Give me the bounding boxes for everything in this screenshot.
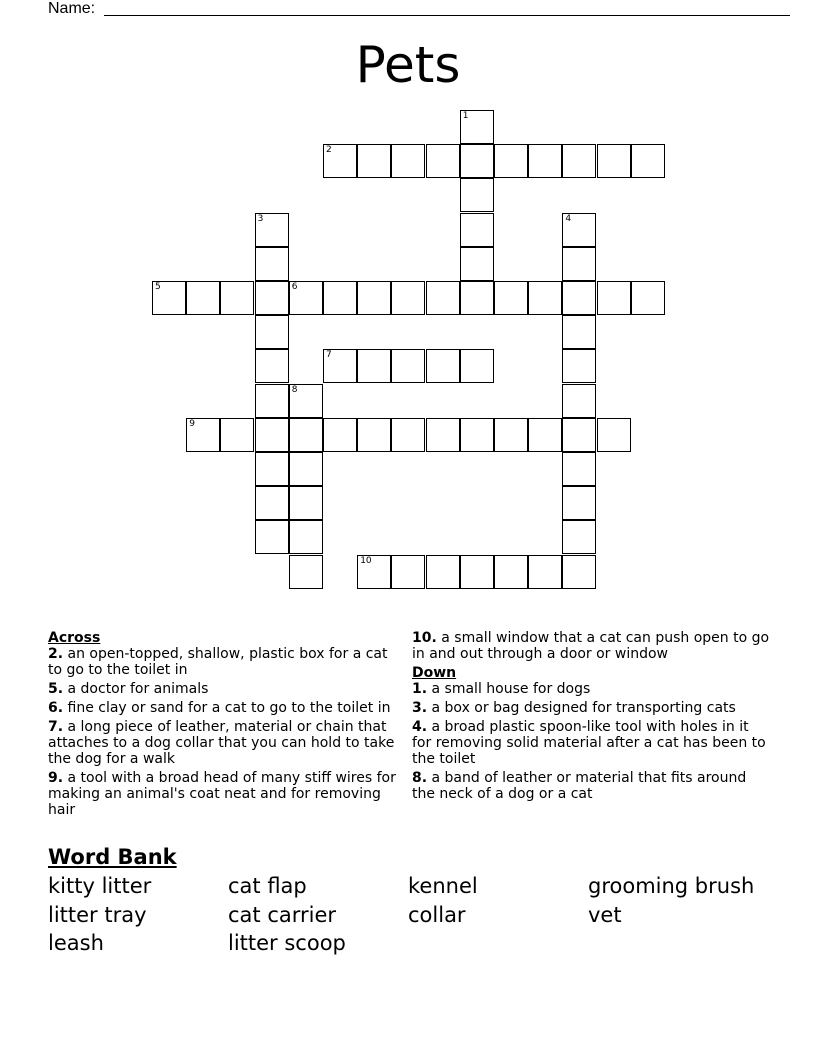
crossword-cell[interactable]	[494, 418, 528, 452]
word-bank-item: cat carrier	[228, 903, 337, 927]
word-bank-item: kitty litter	[48, 874, 152, 898]
crossword-cell[interactable]	[426, 555, 460, 589]
crossword-cell[interactable]	[391, 144, 425, 178]
crossword-cell[interactable]	[631, 144, 665, 178]
word-bank-item: vet	[588, 903, 622, 927]
crossword-cell[interactable]	[289, 520, 323, 554]
clue-number: 2	[326, 145, 332, 156]
crossword-cell[interactable]	[494, 281, 528, 315]
crossword-cell[interactable]	[460, 247, 494, 281]
crossword-cell[interactable]	[323, 349, 357, 383]
clue-number: 3	[257, 213, 264, 224]
clue-number: 1	[462, 111, 469, 121]
crossword-cell[interactable]	[528, 144, 562, 178]
crossword-cell[interactable]	[494, 555, 528, 589]
clue-number-label: 8.	[412, 770, 428, 786]
crossword-cell[interactable]	[255, 486, 289, 520]
clue-text: a long piece of leather, material or chain that attaches to a dog collar that you can hold to take the dog for a walk	[48, 719, 395, 767]
clue-number-label: 1.	[412, 681, 428, 697]
across-heading: Across	[48, 630, 101, 646]
crossword-cell[interactable]	[631, 281, 665, 315]
crossword-cell[interactable]	[460, 178, 494, 212]
word-bank-item: grooming brush	[588, 874, 755, 898]
crossword-cell[interactable]	[357, 555, 391, 589]
crossword-cell[interactable]	[255, 281, 289, 315]
crossword-cell[interactable]	[255, 213, 289, 247]
clue-number: 7	[326, 350, 332, 361]
crossword-cell[interactable]	[255, 384, 289, 418]
clue-item	[412, 770, 772, 802]
crossword-cell[interactable]	[460, 349, 494, 383]
crossword-cell[interactable]	[460, 281, 494, 315]
clue-number-label: 5.	[48, 681, 64, 697]
crossword-cell[interactable]	[289, 384, 323, 418]
crossword-cell[interactable]	[289, 555, 323, 589]
crossword-cell[interactable]	[528, 281, 562, 315]
word-bank-item: collar	[408, 903, 466, 927]
clue-number-label: 9.	[48, 770, 64, 786]
crossword-cell[interactable]	[494, 144, 528, 178]
crossword-cell[interactable]	[220, 281, 254, 315]
crossword-cell[interactable]	[562, 452, 596, 486]
clues-left-column	[48, 630, 398, 821]
clue-text: a broad plastic spoon-like tool with holes in it for removing solid material after a cat has been to the toilet	[412, 719, 766, 767]
page-title: Pets	[355, 36, 461, 94]
crossword-cell[interactable]	[562, 281, 596, 315]
clue-number-label: 6.	[48, 700, 64, 716]
crossword-cell[interactable]	[186, 281, 220, 315]
crossword-cell[interactable]	[562, 144, 596, 178]
crossword-cell[interactable]	[426, 281, 460, 315]
crossword-cell[interactable]	[391, 281, 425, 315]
clue-text: a doctor for animals	[63, 681, 209, 697]
crossword-cell[interactable]	[562, 520, 596, 554]
clue-text: an open-topped, shallow, plastic box for a cat to go to the toilet in	[48, 646, 388, 678]
crossword-cell[interactable]	[562, 555, 596, 589]
clue-number: 5	[155, 282, 161, 292]
clue-item	[48, 719, 398, 767]
crossword-cell[interactable]	[426, 418, 460, 452]
crossword-cell[interactable]	[562, 213, 596, 247]
clue-item	[412, 719, 772, 767]
crossword-cell[interactable]	[289, 486, 323, 520]
clues-right-column	[412, 630, 772, 805]
crossword-cell[interactable]	[255, 418, 289, 452]
crossword-cell[interactable]	[152, 281, 186, 315]
crossword-cell[interactable]	[460, 144, 494, 178]
word-bank-item: kennel	[408, 874, 478, 898]
crossword-cell[interactable]	[255, 247, 289, 281]
crossword-cell[interactable]	[357, 418, 391, 452]
clue-number-label: 2.	[48, 646, 64, 662]
crossword-cell[interactable]	[357, 349, 391, 383]
crossword-cell[interactable]	[323, 144, 357, 178]
crossword-cell[interactable]	[528, 555, 562, 589]
crossword-cell[interactable]	[186, 418, 220, 452]
crossword-cell[interactable]	[562, 418, 596, 452]
crossword-cell[interactable]	[255, 452, 289, 486]
crossword-cell[interactable]	[562, 486, 596, 520]
clue-number-label: 3.	[412, 700, 428, 716]
crossword-cell[interactable]	[391, 555, 425, 589]
clue-text: a box or bag designed for transporting cats	[427, 700, 736, 716]
clue-number: 6	[291, 282, 298, 292]
crossword-cell[interactable]	[323, 418, 357, 452]
crossword-cell[interactable]	[562, 315, 596, 349]
clue-item	[412, 681, 772, 697]
clue-text: a small house for dogs	[427, 681, 591, 697]
clue-item	[48, 646, 398, 678]
clue-item	[48, 700, 398, 716]
clue-text: fine clay or sand for a cat to go to the toilet in	[63, 700, 391, 716]
clue-item	[412, 700, 772, 716]
crossword-cell[interactable]	[357, 281, 391, 315]
crossword-cell[interactable]	[255, 520, 289, 554]
word-bank-item: litter tray	[48, 903, 147, 927]
clue-number: 10	[360, 555, 372, 566]
clue-item	[412, 630, 772, 662]
name-label: Name:	[48, 0, 96, 17]
crossword-cell[interactable]	[255, 349, 289, 383]
crossword-cell[interactable]	[357, 144, 391, 178]
clue-text: a band of leather or material that fits around the neck of a dog or a cat	[412, 770, 747, 802]
clue-number: 8	[291, 384, 298, 395]
crossword-cell[interactable]	[597, 144, 631, 178]
clue-number: 9	[189, 418, 195, 429]
crossword-cell[interactable]	[426, 349, 460, 383]
crossword-cell[interactable]	[391, 418, 425, 452]
crossword-cell[interactable]	[562, 247, 596, 281]
clue-item	[48, 770, 398, 818]
clue-number-label: 10.	[412, 630, 437, 646]
clue-text: a small window that a cat can push open to go in and out through a door or window	[412, 630, 770, 662]
word-bank-item: litter scoop	[228, 931, 346, 955]
clue-number-label: 4.	[412, 719, 428, 735]
crossword-cell[interactable]	[597, 281, 631, 315]
clue-item	[48, 681, 398, 697]
crossword-cell[interactable]	[220, 418, 254, 452]
word-bank-title: Word Bank	[48, 845, 177, 869]
clue-text: a tool with a broad head of many stiff wires for making an animal's coat neat and for removing hair	[48, 770, 396, 818]
clue-number-label: 7.	[48, 719, 64, 735]
crossword-cell[interactable]	[460, 110, 494, 144]
word-bank-item: leash	[48, 931, 104, 955]
crossword-cell[interactable]	[391, 349, 425, 383]
crossword-cell[interactable]	[289, 418, 323, 452]
crossword-cell[interactable]	[323, 281, 357, 315]
clue-number: 4	[565, 213, 572, 224]
crossword-cell[interactable]	[528, 418, 562, 452]
crossword-cell[interactable]	[562, 349, 596, 383]
crossword-cell[interactable]	[460, 555, 494, 589]
word-bank-item: cat flap	[228, 874, 307, 898]
crossword-cell[interactable]	[460, 418, 494, 452]
crossword-cell[interactable]	[597, 418, 631, 452]
crossword-cell[interactable]	[426, 144, 460, 178]
crossword-cell[interactable]	[289, 452, 323, 486]
down-heading: Down	[412, 665, 457, 681]
crossword-cell[interactable]	[460, 213, 494, 247]
crossword-cell[interactable]	[289, 281, 323, 315]
crossword-cell[interactable]	[562, 384, 596, 418]
crossword-cell[interactable]	[255, 315, 289, 349]
